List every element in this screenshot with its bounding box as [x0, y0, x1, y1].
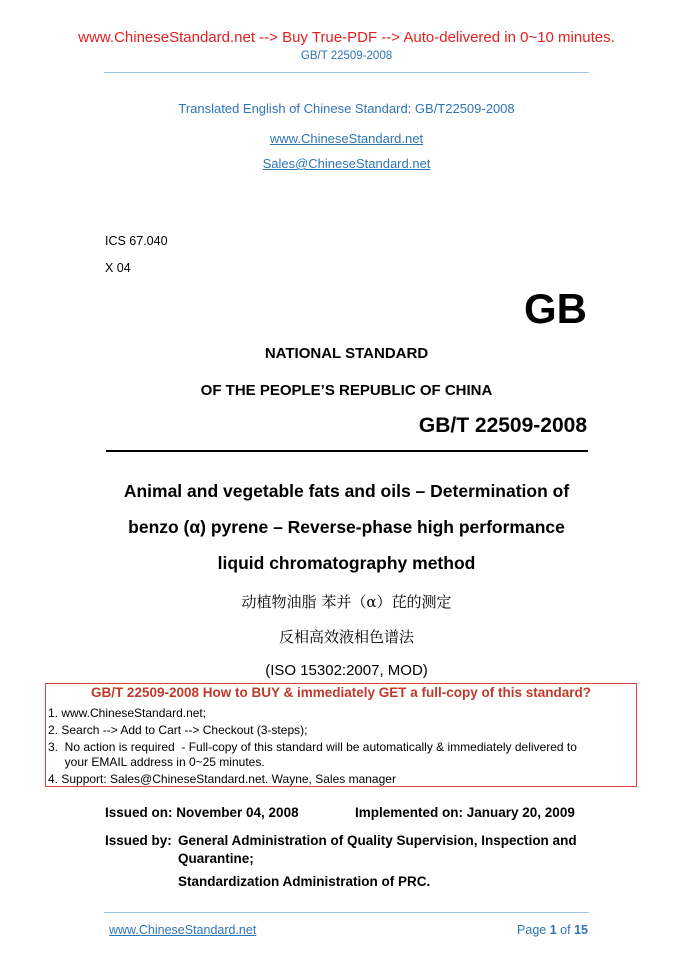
chinese-title-line-2: 反相高效液相色谱法	[278, 628, 414, 646]
chinese-title-line-1: 动植物油脂 苯并（α）芘的测定	[241, 593, 452, 611]
issued-on-date: Issued on: November 04, 2008	[105, 805, 299, 820]
intro-website-row	[0, 131, 693, 146]
header-standard-code: GB/T 22509-2008	[300, 50, 393, 62]
issued-by-line-2: Quarantine;	[178, 851, 254, 866]
footer-website-row	[109, 923, 256, 937]
title-line-3: liquid chromatography method	[217, 553, 476, 573]
page-indicator	[517, 923, 588, 937]
title-line-2: benzo (α) pyrene – Reverse-phase high performance	[128, 517, 565, 537]
buy-step-3: 3. No action is required - Full-copy of this standard will be automatically & immediately delivered to	[48, 740, 577, 754]
x-code: X 04	[105, 261, 131, 275]
issued-by-line-1: General Administration of Quality Supervision, Inspection and	[178, 833, 577, 848]
buy-instructions-box	[45, 683, 637, 787]
standard-number: GB/T 22509-2008	[418, 414, 587, 437]
page-current: 1	[549, 923, 557, 937]
page-total: 15	[574, 923, 588, 937]
header-divider	[104, 72, 589, 73]
issued-by-line-3: Standardization Administration of PRC.	[178, 874, 431, 889]
page-of: of	[560, 923, 571, 937]
footer-website-link[interactable]: www.ChineseStandard.net	[109, 923, 257, 937]
footer-divider	[104, 912, 589, 913]
buy-box-title: GB/T 22509-2008 How to BUY & immediately GET a full-copy of this standard?	[90, 685, 592, 700]
national-standard-heading: NATIONAL STANDARD	[264, 345, 429, 362]
iso-reference: (ISO 15302:2007, MOD)	[265, 662, 428, 679]
buy-step-3-continued: your EMAIL address in 0~25 minutes.	[48, 755, 265, 769]
gb-logo: GB	[524, 285, 587, 332]
translated-label: Translated English of Chinese Standard: GB/T22509-2008	[178, 101, 515, 116]
title-line-1: Animal and vegetable fats and oils – Determination of	[123, 481, 570, 501]
implemented-on-date: Implemented on: January 20, 2009	[355, 805, 575, 820]
top-banner-link[interactable]: www.ChineseStandard.net --> Buy True-PDF --> Auto-delivered in 0~10 minutes.	[78, 29, 615, 46]
prc-heading: OF THE PEOPLE’S REPUBLIC OF CHINA	[200, 382, 493, 399]
page-word: Page	[517, 923, 547, 937]
ics-code: ICS 67.040	[105, 234, 168, 248]
intro-email-link[interactable]: Sales@ChineseStandard.net	[262, 156, 431, 171]
intro-website-link[interactable]: www.ChineseStandard.net	[269, 131, 424, 146]
issued-by-label: Issued by:	[105, 833, 172, 848]
buy-step-1[interactable]: 1. www.ChineseStandard.net;	[48, 706, 207, 720]
buy-step-4: 4. Support: Sales@ChineseStandard.net. Wayne, Sales manager	[48, 772, 396, 786]
buy-step-2: 2. Search --> Add to Cart --> Checkout (3-steps);	[48, 723, 308, 737]
title-divider	[106, 450, 588, 452]
intro-email-row	[0, 156, 693, 171]
